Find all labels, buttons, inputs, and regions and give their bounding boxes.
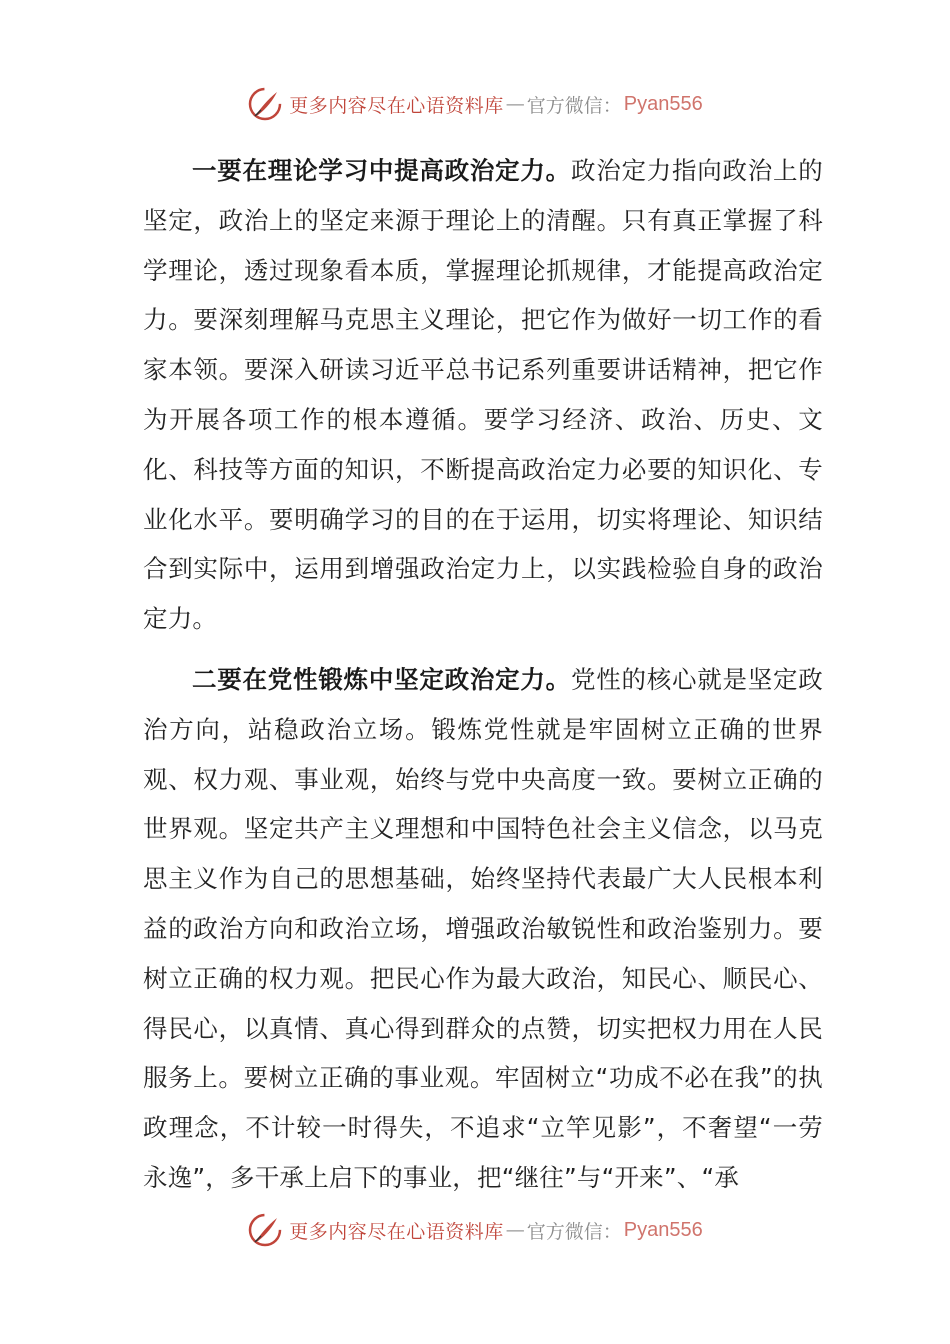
paragraph-1-heading: 一要在理论学习中提高政治定力。 [192,156,571,185]
header-brand-text: 更多内容尽在心语资料库 [289,94,504,117]
quill-logo-icon [247,86,283,122]
paragraph-1 [143,146,823,644]
document-body [143,146,823,1214]
footer-brand-text: 更多内容尽在心语资料库 [289,1220,504,1243]
footer-banner [0,1210,950,1250]
header-wechat-id: Pyan556 [623,92,703,115]
footer-wechat-id: Pyan556 [623,1218,703,1241]
footer-dash: — [505,1219,525,1241]
quill-logo-icon [247,1212,283,1248]
footer-wechat-label: 官方微信： [526,1220,622,1243]
header-dash: — [505,93,525,115]
paragraph-1-body: 政治定力指向政治上的坚定，政治上的坚定来源于理论上的清醒。只有真正掌握了科学理论，透过现象看本质，掌握理论抓规律，才能提高政治定力。要深刻理解马克思主义理论，把它作为做好一切工作的看家本领。要深入研读习近平总书记系列重要讲话精神，把它作为开展各项工作的根本遵循。要学习经济、政治、历史、文化、科技等方面的知识，不断提高政治定力必要的知识化、专业化水平。要明确学习的目的在于运用，切实将理论、知识结合到实际中，运用到增强政治定力上，以实践检验自身的政治定力。 [143,156,823,634]
paragraph-2-heading: 二要在党性锻炼中坚定政治定力。 [192,664,571,694]
header-banner [0,84,950,124]
paragraph-2-body: 党性的核心就是坚定政治方向，站稳政治立场。锻炼党性就是牢固树立正确的世界观、权力观、事业观，始终与党中央高度一致。要树立正确的世界观。坚定共产主义理想和中国特色社会主义信念，以马克思主义作为自己的思想基础，始终坚持代表最广大人民根本利益的政治方向和政治立场，增强政治敏锐性和政治鉴别力。要树立正确的权力观。把民心作为最大政治，知民心、顺民心、得民心，以真情、真心得到群众的点赞，切实把权力用在人民服务上。要树立正确的事业观。牢固树立“功成不必在我”的执政理念，不计较一时得失，不追求“立竿见影”，不奢望“一劳永逸”，多干承上启下的事业，把“继往”与“开来”、“承 [143,664,823,1192]
header-wechat-label: 官方微信： [526,94,622,117]
paragraph-2 [143,655,823,1203]
